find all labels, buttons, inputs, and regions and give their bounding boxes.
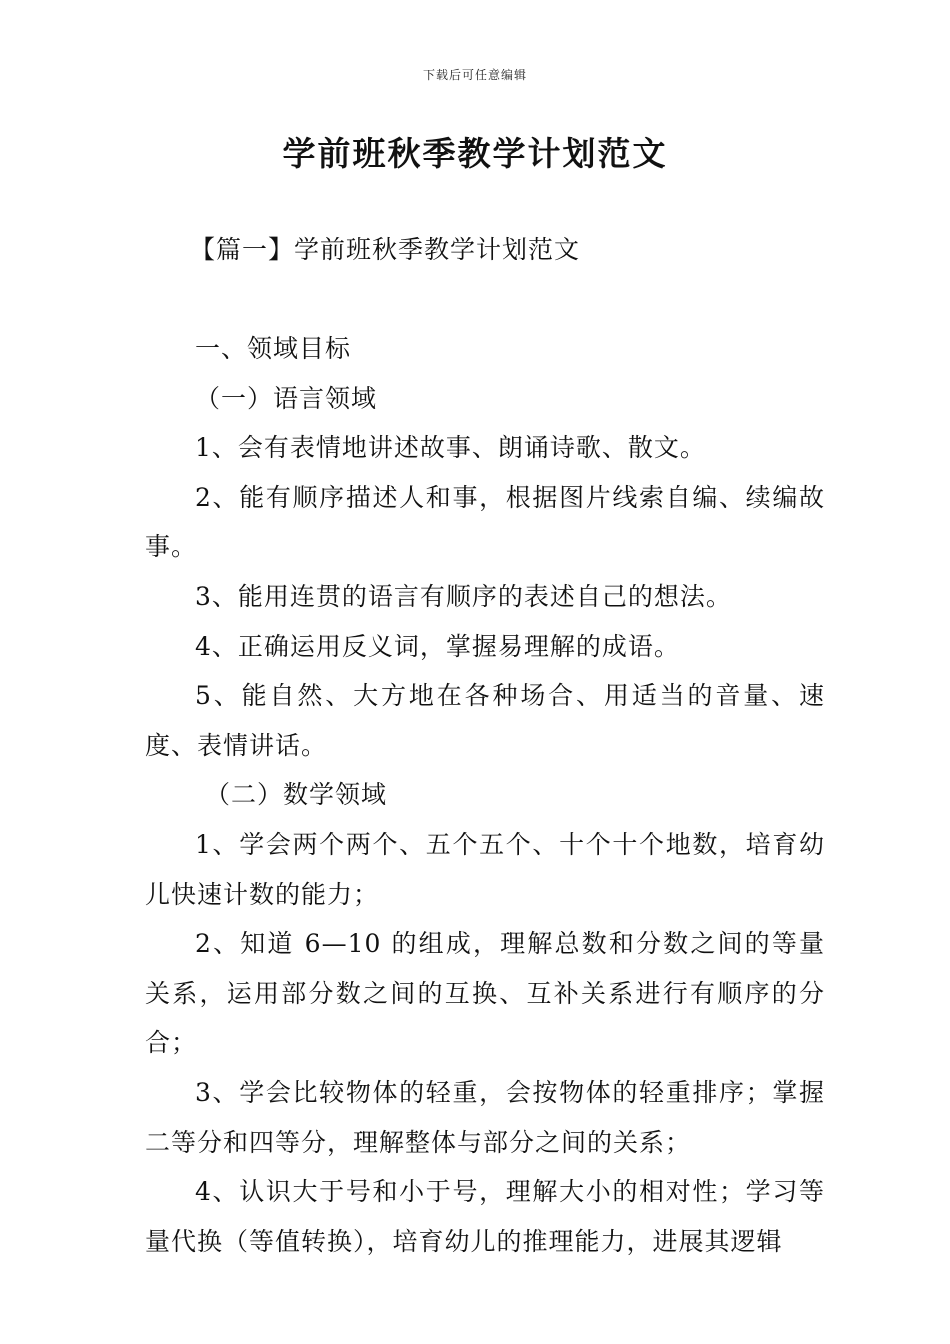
document-body xyxy=(145,324,825,1266)
document-title: 学前班秋季教学计划范文 xyxy=(282,134,668,173)
paragraph-item: 5、能自然、大方地在各种场合、用适当的音量、速度、表情讲话。 xyxy=(145,681,825,760)
paragraph-item: 1、学会两个两个、五个五个、十个十个地数，培育幼儿快速计数的能力； xyxy=(145,829,825,909)
paragraph-item: 3、学会比较物体的轻重，会按物体的轻重排序；掌握二等分和四等分，理解整体与部分之间的关系； xyxy=(145,1077,825,1157)
paragraph-item: 4、正确运用反义词，掌握易理解的成语。 xyxy=(195,631,680,661)
paragraph-item: 3、能用连贯的语言有顺序的表述自己的想法。 xyxy=(195,581,732,611)
section-title: 【篇一】学前班秋季教学计划范文 xyxy=(190,235,581,264)
header-note: 下载后可任意编辑 xyxy=(422,68,527,82)
paragraph-item: 2、知道 6—10 的组成，理解总数和分数之间的等量关系，运用部分数之间的互换、互补关系进行有顺序的分合； xyxy=(145,929,825,1058)
subheading-language: （一）语言领域 xyxy=(195,383,378,413)
paragraph-item: 2、能有顺序描述人和事，根据图片线索自编、续编故事。 xyxy=(145,482,825,562)
paragraph-item: 1、会有表情地讲述故事、朗诵诗歌、散文。 xyxy=(195,433,706,463)
subheading-math: （二）数学领域 xyxy=(205,780,388,810)
heading-domain-goals: 一、领域目标 xyxy=(195,334,352,363)
paragraph-item: 4、认识大于号和小于号，理解大小的相对性；学习等量代换（等值转换），培育幼儿的推理能力，进展其逻辑 xyxy=(145,1177,825,1256)
